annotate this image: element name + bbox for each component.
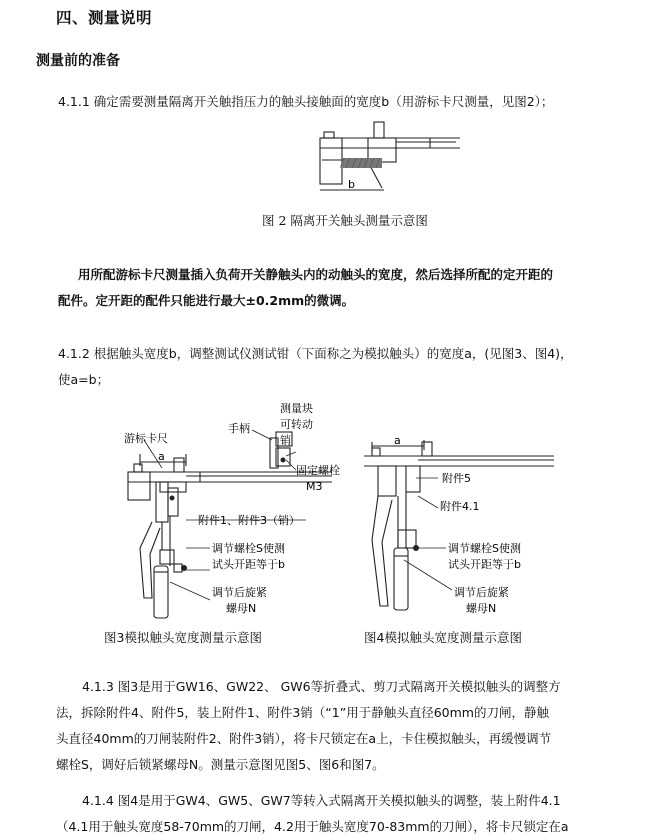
figure-2-caliper-diagram [310,118,470,198]
fig3-bolt-label-2: M3 [306,480,323,493]
item-4-1-1: 4.1.1 确定需要测量隔离开关触指压力的触头接触面的宽度b（用游标卡尺测量，见图2）； [58,94,554,109]
fig3-adjust-label-2: 试头开距等于b [212,558,285,571]
figure-4-caption: 图4模拟触头宽度测量示意图 [364,630,522,645]
fig3-parts-label: 附件1、附件3（销） [198,514,300,527]
item-4-1-3-line-2: 法，拆除附件4、附件5，装上附件1、附件3销（“1”用于静触头直径60mm的刀闸，静触 [56,705,549,720]
fig4-a-label: a [394,434,401,447]
note-line-2: 配件。定开距的配件只能进行最大±0.2mm的微调。 [58,293,355,308]
fig2-label-b: b [348,178,355,191]
fig3-block-label-1: 测量块 [280,402,313,415]
fig3-block-label-3: 销 [280,434,291,447]
fig4-adjust-label-2: 试头开距等于b [448,558,521,571]
item-4-1-4-line-1: 4.1.4 图4是用于GW4、GW5、GW7等转入式隔离开关模拟触头的调整，装上附件4.1 [82,793,561,808]
fig3-block-label-2: 可转动 [280,418,313,431]
fig3-a-label: a [158,450,165,463]
fig3-adjust-label-1: 调节螺栓S使测 [212,542,285,555]
fig3-nut-label-2: 螺母N [226,602,257,615]
figure-4-diagram [358,430,558,624]
item-4-1-4-line-2: （4.1用于触头宽度58-70mm的刀闸，4.2用于触头宽度70-83mm的刀闸），将卡尺锁定在a [56,819,569,834]
item-4-1-3-line-3: 头直径40mm的刀闸装附件2、附件3销），将卡尺锁定在a上，卡住模拟触头，再缓慢调节 [56,731,552,746]
note-line-1: 用所配游标卡尺测量插入负荷开关静触头内的动触头的宽度，然后选择所配的定开距的 [78,267,554,282]
fig3-bolt-label-1: 固定螺栓 [296,464,340,477]
fig4-nut-label-2: 螺母N [466,602,497,615]
item-4-1-2-line-1: 4.1.2 根据触头宽度b，调整测试仪测试钳（下面称之为模拟触头）的宽度a，(见图3、图4)， [58,346,573,361]
fig4-part5-label: 附件5 [442,472,471,485]
item-4-1-3-line-1: 4.1.3 图3是用于GW16、GW22、 GW6等折叠式、剪刀式隔离开关模拟触头的调整方 [82,679,561,694]
figure-3-caption: 图3模拟触头宽度测量示意图 [104,630,262,645]
figure-2-caption: 图 2 隔离开关触头测量示意图 [262,213,428,228]
fig4-nut-label-1: 调节后旋紧 [454,586,509,599]
fig4-part41-label: 附件4.1 [440,500,480,513]
figure-3-diagram [100,398,360,624]
item-4-1-2-line-2: 使a=b； [58,372,110,387]
fig3-caliper-label: 游标卡尺 [124,432,168,445]
item-4-1-3-line-4: 螺栓S，调好后锁紧螺母N。测量示意图见图5、图6和图7。 [56,757,385,772]
fig4-adjust-label-1: 调节螺栓S使测 [448,542,521,555]
fig3-nut-label-1: 调节后旋紧 [212,586,267,599]
fig3-handle-label: 手柄 [228,422,250,435]
subsection-title: 测量前的准备 [36,53,120,69]
section-title: 四、测量说明 [56,9,153,27]
